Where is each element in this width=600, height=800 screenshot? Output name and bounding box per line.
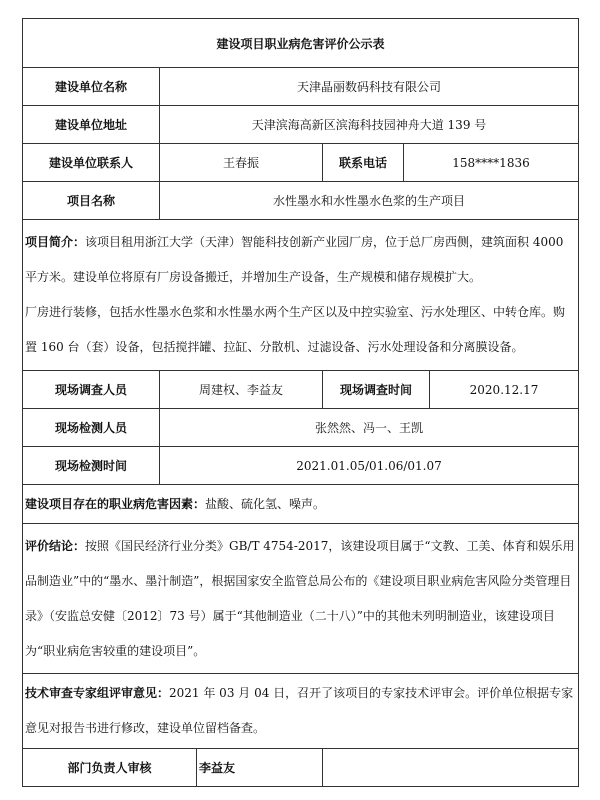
approver-value: 李益友: [199, 761, 236, 775]
approver-label: 部门负责人审核: [23, 749, 197, 786]
intro-label: 项目简介：: [25, 235, 86, 249]
hazards-row: [23, 485, 579, 524]
hazards-value: 盐酸、硫化氢、噪声。: [205, 496, 326, 511]
phone-value: 158****1836: [404, 144, 579, 182]
unit-name-label: 建设单位名称: [23, 68, 160, 106]
conclusion-row: [23, 524, 579, 674]
approver-row: [23, 749, 323, 787]
conclusion-text: 按照《国民经济行业分类》GB/T 4754-2017，该建设项目属于“文教、工美、体育和娱乐用品制造业”中的“墨水、墨汁制造”，根据国家安全监管总局公布的《建设项目职业病危害风险分类管理目录》（安监总安健〔2012〕73 号）属于“其他制造业（二十八）”中的其他未列明制造业，该建设项目为“职业病危害较重的建设项目”。: [25, 538, 575, 658]
contact-label: 建设单位联系人: [23, 144, 160, 182]
unit-address-label: 建设单位地址: [23, 106, 160, 144]
hazards-label: 建设项目存在的职业病危害因素：: [25, 496, 206, 511]
contact-value: 王春振: [160, 144, 323, 182]
survey-staff-value: 周建权、李益友: [160, 371, 323, 409]
project-name-label: 项目名称: [23, 182, 160, 220]
phone-label: 联系电话: [323, 144, 404, 182]
project-intro: [23, 220, 579, 371]
test-staff-label: 现场检测人员: [23, 409, 160, 447]
unit-address-value: 天津滨海高新区滨海科技园神舟大道 139 号: [160, 106, 579, 144]
unit-name-value: 天津晶丽数码科技有限公司: [160, 68, 579, 106]
survey-time-label: 现场调查时间: [323, 371, 430, 409]
review-label: 技术审查专家组评审意见：: [25, 686, 170, 700]
survey-staff-label: 现场调查人员: [23, 371, 160, 409]
review-row: [23, 674, 579, 749]
survey-time-value: 2020.12.17: [430, 371, 579, 409]
disclosure-form: [22, 18, 578, 787]
test-time-label: 现场检测时间: [23, 447, 160, 485]
review-text: 2021 年 03 月 04 日，召开了该项目的专家技术评审会。评价单位根据专家意见对报告书进行修改，建设单位留档备查。: [25, 686, 574, 735]
test-staff-value: 张然然、冯一、王凯: [160, 409, 579, 447]
conclusion-label: 评价结论：: [25, 538, 86, 553]
intro-text: 该项目租用浙江大学（天津）智能科技创新产业园厂房，位于总厂房西侧，建筑面积 4000 平方米。建设单位将原有厂房设备搬迁，并增加生产设备，生产规模和储存规模扩大。: [25, 235, 564, 284]
approver-blank: [323, 749, 579, 787]
form-title: 建设项目职业病危害评价公示表: [23, 19, 579, 68]
form-table: [22, 18, 579, 787]
project-name-value: 水性墨水和水性墨水色浆的生产项目: [160, 182, 579, 220]
intro-text-2: 厂房进行装修，包括水性墨水色浆和水性墨水两个生产区以及中控实验室、污水处理区、中转仓库。购置 160 台（套）设备，包括搅拌罐、拉缸、分散机、过滤设备、污水处理设备和分离膜设备。: [25, 305, 566, 354]
test-time-value: 2021.01.05/01.06/01.07: [160, 447, 579, 485]
